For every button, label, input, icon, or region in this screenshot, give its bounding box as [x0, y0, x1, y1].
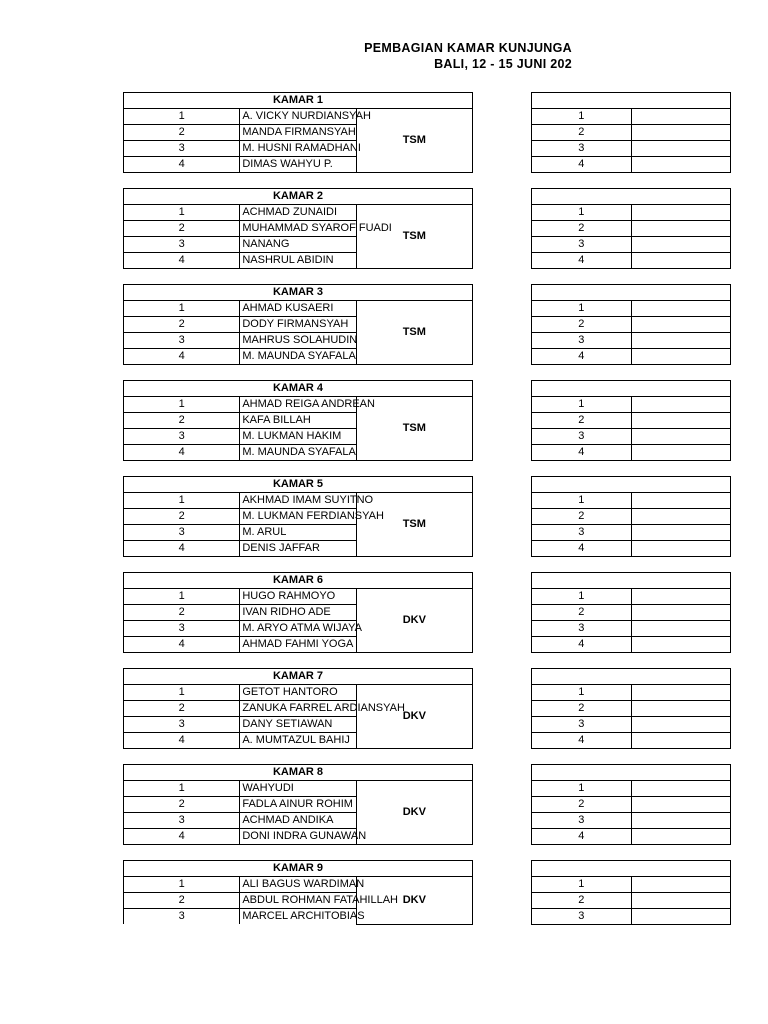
right-member-number: 3 — [532, 621, 632, 637]
member-name: AKHMAD IMAM SUYITNO — [240, 493, 356, 509]
room-major: DKV — [356, 877, 472, 925]
right-room-title — [532, 93, 731, 109]
room-table — [123, 188, 473, 269]
room-table — [123, 572, 473, 653]
right-member-number: 4 — [532, 157, 632, 173]
member-number: 1 — [124, 877, 240, 893]
right-member-row — [532, 397, 731, 413]
right-member-number: 3 — [532, 525, 632, 541]
page-title: PEMBAGIAN KAMAR KUNJUNGA — [364, 41, 572, 55]
right-room-title — [532, 189, 731, 205]
right-member-name — [631, 909, 731, 925]
right-member-row — [532, 317, 731, 333]
right-member-number: 2 — [532, 509, 632, 525]
right-member-row — [532, 541, 731, 557]
right-member-name — [631, 893, 731, 909]
right-member-row — [532, 429, 731, 445]
right-member-row — [532, 205, 731, 221]
room-table — [123, 860, 473, 925]
member-name: ALI BAGUS WARDIMAN — [240, 877, 356, 893]
right-member-row — [532, 349, 731, 365]
member-number: 2 — [124, 605, 240, 621]
member-name: MANDA FIRMANSYAH — [240, 125, 356, 141]
member-number: 1 — [124, 301, 240, 317]
member-name: DODY FIRMANSYAH — [240, 317, 356, 333]
room-major: DKV — [356, 685, 472, 749]
room-table — [123, 380, 473, 461]
right-member-name — [631, 445, 731, 461]
room-title: KAMAR 3 — [124, 285, 473, 301]
right-room-title — [532, 285, 731, 301]
right-member-number: 3 — [532, 333, 632, 349]
right-room-table-clipped — [531, 92, 585, 173]
right-member-number: 1 — [532, 301, 632, 317]
room-header-row — [124, 381, 473, 397]
right-member-number: 4 — [532, 829, 632, 845]
member-number: 4 — [124, 541, 240, 557]
right-member-number: 3 — [532, 909, 632, 925]
right-member-number: 4 — [532, 541, 632, 557]
right-member-name — [631, 813, 731, 829]
room-table — [123, 284, 473, 365]
member-name: AHMAD REIGA ANDREAN — [240, 397, 356, 413]
right-member-name — [631, 621, 731, 637]
member-name: AHMAD FAHMI YOGA — [240, 637, 356, 653]
room-major: DKV — [356, 589, 472, 653]
member-number: 3 — [124, 717, 240, 733]
right-member-name — [631, 301, 731, 317]
right-member-row — [532, 877, 731, 893]
room-table — [123, 476, 473, 557]
right-member-name — [631, 797, 731, 813]
right-member-name — [631, 397, 731, 413]
right-member-name — [631, 493, 731, 509]
room-major: TSM — [356, 397, 472, 461]
member-name: HUGO RAHMOYO — [240, 589, 356, 605]
right-member-row — [532, 781, 731, 797]
member-number: 2 — [124, 509, 240, 525]
right-member-row — [532, 605, 731, 621]
room-title: KAMAR 2 — [124, 189, 473, 205]
member-row — [124, 205, 473, 221]
room-header-row — [124, 93, 473, 109]
right-member-name — [631, 717, 731, 733]
right-room-table-clipped — [531, 668, 585, 749]
page-subtitle: BALI, 12 - 15 JUNI 202 — [434, 57, 572, 71]
right-member-name — [631, 829, 731, 845]
right-member-name — [631, 685, 731, 701]
right-member-number: 3 — [532, 717, 632, 733]
right-room-table-clipped — [531, 476, 585, 557]
right-member-name — [631, 429, 731, 445]
right-member-number: 4 — [532, 733, 632, 749]
room-table — [123, 92, 473, 173]
right-member-number: 3 — [532, 237, 632, 253]
member-number: 2 — [124, 125, 240, 141]
member-name: DIMAS WAHYU P. — [240, 157, 356, 173]
member-number: 4 — [124, 733, 240, 749]
member-row — [124, 877, 473, 893]
right-member-number: 4 — [532, 349, 632, 365]
member-number: 4 — [124, 637, 240, 653]
member-row — [124, 685, 473, 701]
right-member-name — [631, 253, 731, 269]
right-room-title — [532, 381, 731, 397]
member-number: 1 — [124, 589, 240, 605]
member-number: 2 — [124, 221, 240, 237]
right-member-number: 3 — [532, 141, 632, 157]
right-room-title — [532, 861, 731, 877]
right-member-number: 2 — [532, 413, 632, 429]
right-member-number: 2 — [532, 125, 632, 141]
right-member-number: 1 — [532, 589, 632, 605]
member-name: WAHYUDI — [240, 781, 356, 797]
right-member-row — [532, 109, 731, 125]
right-member-row — [532, 685, 731, 701]
member-name: GETOT HANTORO — [240, 685, 356, 701]
member-name: M. ARYO ATMA WIJAYA — [240, 621, 356, 637]
member-number: 4 — [124, 829, 240, 845]
member-number: 3 — [124, 525, 240, 541]
member-name: ACHMAD ANDIKA — [240, 813, 356, 829]
member-row — [124, 109, 473, 125]
right-member-row — [532, 893, 731, 909]
right-member-name — [631, 525, 731, 541]
right-member-row — [532, 637, 731, 653]
member-number: 1 — [124, 109, 240, 125]
right-member-row — [532, 237, 731, 253]
room-header-row — [124, 573, 473, 589]
member-name: MARCEL ARCHITOBIAS — [240, 909, 356, 925]
room-header-row — [124, 477, 473, 493]
room-header-row — [124, 861, 473, 877]
member-name: M. HUSNI RAMADHANI — [240, 141, 356, 157]
room-header-row — [124, 765, 473, 781]
right-member-number: 1 — [532, 109, 632, 125]
member-name: FADLA AINUR ROHIM — [240, 797, 356, 813]
room-title: KAMAR 7 — [124, 669, 473, 685]
right-member-name — [631, 877, 731, 893]
right-room-table-clipped — [531, 572, 585, 653]
member-name: M. MAUNDA SYAFALA — [240, 445, 356, 461]
member-name: A. VICKY NURDIANSYAH — [240, 109, 356, 125]
right-member-number: 2 — [532, 701, 632, 717]
room-header-row — [124, 669, 473, 685]
room-title: KAMAR 9 — [124, 861, 473, 877]
right-member-number: 1 — [532, 685, 632, 701]
right-member-name — [631, 733, 731, 749]
right-member-row — [532, 157, 731, 173]
room-header-row — [124, 189, 473, 205]
room-header-row — [124, 285, 473, 301]
right-member-number: 2 — [532, 893, 632, 909]
right-member-name — [631, 157, 731, 173]
right-member-name — [631, 205, 731, 221]
room-major: TSM — [356, 301, 472, 365]
member-number: 2 — [124, 701, 240, 717]
room-table — [123, 764, 473, 845]
right-member-row — [532, 333, 731, 349]
member-number: 2 — [124, 413, 240, 429]
right-room-table-clipped — [531, 380, 585, 461]
right-member-name — [631, 541, 731, 557]
right-member-name — [631, 781, 731, 797]
right-member-row — [532, 589, 731, 605]
right-member-number: 4 — [532, 637, 632, 653]
room-major: TSM — [356, 493, 472, 557]
member-number: 3 — [124, 237, 240, 253]
right-member-row — [532, 141, 731, 157]
right-member-row — [532, 717, 731, 733]
right-member-number: 3 — [532, 813, 632, 829]
member-name: NANANG — [240, 237, 356, 253]
right-member-number: 1 — [532, 205, 632, 221]
right-room-title — [532, 669, 731, 685]
right-room-table-clipped — [531, 764, 585, 845]
member-number: 2 — [124, 797, 240, 813]
member-name: KAFA BILLAH — [240, 413, 356, 429]
right-member-row — [532, 509, 731, 525]
right-member-name — [631, 109, 731, 125]
member-number: 3 — [124, 621, 240, 637]
member-name: ZANUKA FARREL ARDIANSYAH — [240, 701, 356, 717]
right-member-row — [532, 701, 731, 717]
right-member-name — [631, 141, 731, 157]
right-member-row — [532, 445, 731, 461]
right-room-table-clipped — [531, 284, 585, 365]
right-member-name — [631, 509, 731, 525]
member-row — [124, 493, 473, 509]
right-member-row — [532, 797, 731, 813]
room-major: TSM — [356, 109, 472, 173]
right-room-title — [532, 477, 731, 493]
member-name: AHMAD KUSAERI — [240, 301, 356, 317]
right-member-name — [631, 333, 731, 349]
right-member-row — [532, 813, 731, 829]
member-number: 3 — [124, 141, 240, 157]
room-major: TSM — [356, 205, 472, 269]
right-member-name — [631, 701, 731, 717]
right-member-number: 2 — [532, 797, 632, 813]
member-number: 2 — [124, 317, 240, 333]
member-name: DONI INDRA GUNAWAN — [240, 829, 356, 845]
room-title: KAMAR 6 — [124, 573, 473, 589]
right-room-table-clipped — [531, 860, 585, 925]
right-member-number: 1 — [532, 781, 632, 797]
right-member-number: 4 — [532, 445, 632, 461]
right-member-row — [532, 493, 731, 509]
member-name: M. ARUL — [240, 525, 356, 541]
member-number: 3 — [124, 909, 240, 925]
member-number: 1 — [124, 685, 240, 701]
member-row — [124, 781, 473, 797]
member-name: M. LUKMAN HAKIM — [240, 429, 356, 445]
member-name: DENIS JAFFAR — [240, 541, 356, 557]
member-name: M. LUKMAN FERDIANSYAH — [240, 509, 356, 525]
member-number: 3 — [124, 429, 240, 445]
member-name: ACHMAD ZUNAIDI — [240, 205, 356, 221]
member-number: 4 — [124, 445, 240, 461]
right-member-name — [631, 221, 731, 237]
right-room-title — [532, 573, 731, 589]
right-member-row — [532, 301, 731, 317]
right-member-number: 2 — [532, 221, 632, 237]
right-member-name — [631, 413, 731, 429]
member-row — [124, 589, 473, 605]
room-title: KAMAR 8 — [124, 765, 473, 781]
right-member-row — [532, 221, 731, 237]
room-title: KAMAR 1 — [124, 93, 473, 109]
right-member-row — [532, 829, 731, 845]
member-number: 1 — [124, 493, 240, 509]
member-name: M. MAUNDA SYAFALA — [240, 349, 356, 365]
right-member-name — [631, 589, 731, 605]
member-number: 3 — [124, 333, 240, 349]
member-number: 1 — [124, 397, 240, 413]
right-member-number: 1 — [532, 397, 632, 413]
member-name: DANY SETIAWAN — [240, 717, 356, 733]
member-name: A. MUMTAZUL BAHIJ — [240, 733, 356, 749]
right-room-table-clipped — [531, 188, 585, 269]
right-member-number: 4 — [532, 253, 632, 269]
member-name: ABDUL ROHMAN FATAHILLAH — [240, 893, 356, 909]
member-row — [124, 397, 473, 413]
right-member-row — [532, 621, 731, 637]
right-member-name — [631, 317, 731, 333]
right-member-number: 2 — [532, 317, 632, 333]
right-member-name — [631, 605, 731, 621]
member-row — [124, 301, 473, 317]
member-number: 4 — [124, 157, 240, 173]
member-number: 2 — [124, 893, 240, 909]
right-room-title — [532, 765, 731, 781]
right-member-name — [631, 637, 731, 653]
right-member-number: 1 — [532, 493, 632, 509]
member-name: MUHAMMAD SYAROF FUADI — [240, 221, 356, 237]
right-member-row — [532, 125, 731, 141]
right-member-name — [631, 125, 731, 141]
room-major: DKV — [356, 781, 472, 845]
room-title: KAMAR 5 — [124, 477, 473, 493]
room-table — [123, 668, 473, 749]
right-member-number: 1 — [532, 877, 632, 893]
right-member-row — [532, 525, 731, 541]
right-member-number: 3 — [532, 429, 632, 445]
member-name: MAHRUS SOLAHUDIN — [240, 333, 356, 349]
member-name: NASHRUL ABIDIN — [240, 253, 356, 269]
right-member-row — [532, 253, 731, 269]
member-number: 1 — [124, 781, 240, 797]
member-number: 4 — [124, 349, 240, 365]
right-member-number: 2 — [532, 605, 632, 621]
member-number: 1 — [124, 205, 240, 221]
member-name: IVAN RIDHO ADE — [240, 605, 356, 621]
right-member-row — [532, 413, 731, 429]
right-member-name — [631, 349, 731, 365]
member-number: 3 — [124, 813, 240, 829]
room-title: KAMAR 4 — [124, 381, 473, 397]
member-number: 4 — [124, 253, 240, 269]
right-member-row — [532, 733, 731, 749]
right-member-row — [532, 909, 731, 925]
right-member-name — [631, 237, 731, 253]
